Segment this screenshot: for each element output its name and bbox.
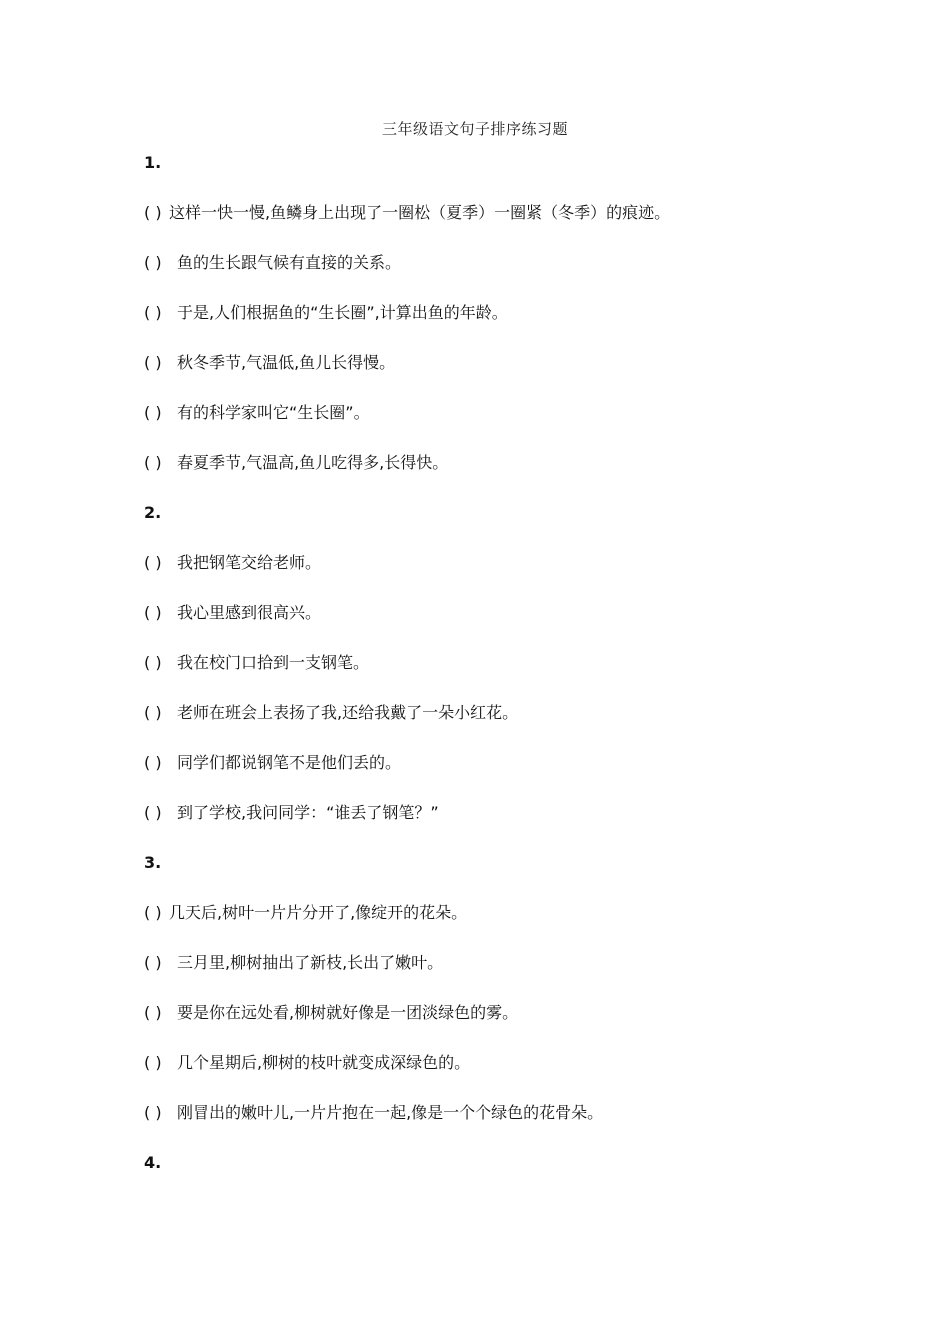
sentence-item (144, 450, 844, 500)
section-number: 3. (144, 853, 162, 872)
section-number: 4. (144, 1153, 162, 1172)
sentence-text: 秋冬季节,气温低,鱼儿长得慢。 (177, 353, 396, 372)
sentence-text: 几天后,树叶一片片分开了,像绽开的花朵。 (169, 903, 468, 922)
sentence-item (144, 200, 844, 250)
section-number: 1. (144, 153, 162, 172)
blank-paren: ( ) (144, 203, 162, 222)
blank-paren: ( ) (144, 403, 162, 422)
blank-paren: ( ) (144, 353, 162, 372)
blank-paren: ( ) (144, 703, 162, 722)
sentence-text: 同学们都说钢笔不是他们丢的。 (177, 753, 402, 772)
sentence-text: 刚冒出的嫩叶儿,一片片抱在一起,像是一个个绿色的花骨朵。 (177, 1103, 604, 1122)
blank-paren: ( ) (144, 753, 162, 772)
sentence-text: 老师在班会上表扬了我,还给我戴了一朵小红花。 (177, 703, 519, 722)
document-title: 三年级语文句子排序练习题 (381, 120, 568, 138)
sentence-text: 我在校门口拾到一支钢笔。 (177, 653, 370, 672)
sentence-item (144, 250, 844, 300)
sentence-item (144, 550, 844, 600)
sentence-item (144, 1000, 844, 1050)
blank-paren: ( ) (144, 303, 162, 322)
sentence-item (144, 700, 844, 750)
sentence-text: 几个星期后,柳树的枝叶就变成深绿色的。 (177, 1053, 471, 1072)
sentence-item (144, 900, 844, 950)
sentence-text: 我把钢笔交给老师。 (177, 553, 322, 572)
blank-paren: ( ) (144, 653, 162, 672)
sentence-item (144, 300, 844, 350)
blank-paren: ( ) (144, 603, 162, 622)
blank-paren: ( ) (144, 1003, 162, 1022)
sentence-text: 要是你在远处看,柳树就好像是一团淡绿色的雾。 (177, 1003, 519, 1022)
sentence-item (144, 800, 844, 850)
sentence-text: 春夏季节,气温高,鱼儿吃得多,长得快。 (177, 453, 449, 472)
document-body (144, 150, 844, 1200)
sentence-text: 我心里感到很高兴。 (177, 603, 322, 622)
sentence-item (144, 1050, 844, 1100)
blank-paren: ( ) (144, 1103, 162, 1122)
sentence-item (144, 350, 844, 400)
sentence-text: 这样一快一慢,鱼鳞身上出现了一圈松（夏季）一圈紧（冬季）的痕迹。 (169, 203, 671, 222)
blank-paren: ( ) (144, 1053, 162, 1072)
sentence-item (144, 600, 844, 650)
sentence-text: 三月里,柳树抽出了新枝,长出了嫩叶。 (177, 953, 444, 972)
sentence-item (144, 400, 844, 450)
sentence-item (144, 750, 844, 800)
sentence-text: 到了学校,我问同学：“谁丢了钢笔？” (177, 803, 439, 822)
blank-paren: ( ) (144, 253, 162, 272)
sentence-text: 于是,人们根据鱼的“生长圈”,计算出鱼的年龄。 (177, 303, 508, 322)
blank-paren: ( ) (144, 553, 162, 572)
blank-paren: ( ) (144, 453, 162, 472)
blank-paren: ( ) (144, 903, 162, 922)
blank-paren: ( ) (144, 803, 162, 822)
section-number: 2. (144, 503, 162, 522)
sentence-text: 有的科学家叫它“生长圈”。 (177, 403, 370, 422)
sentence-item (144, 950, 844, 1000)
blank-paren: ( ) (144, 953, 162, 972)
sentence-item (144, 650, 844, 700)
sentence-text: 鱼的生长跟气候有直接的关系。 (177, 253, 402, 272)
sentence-item (144, 1100, 844, 1150)
